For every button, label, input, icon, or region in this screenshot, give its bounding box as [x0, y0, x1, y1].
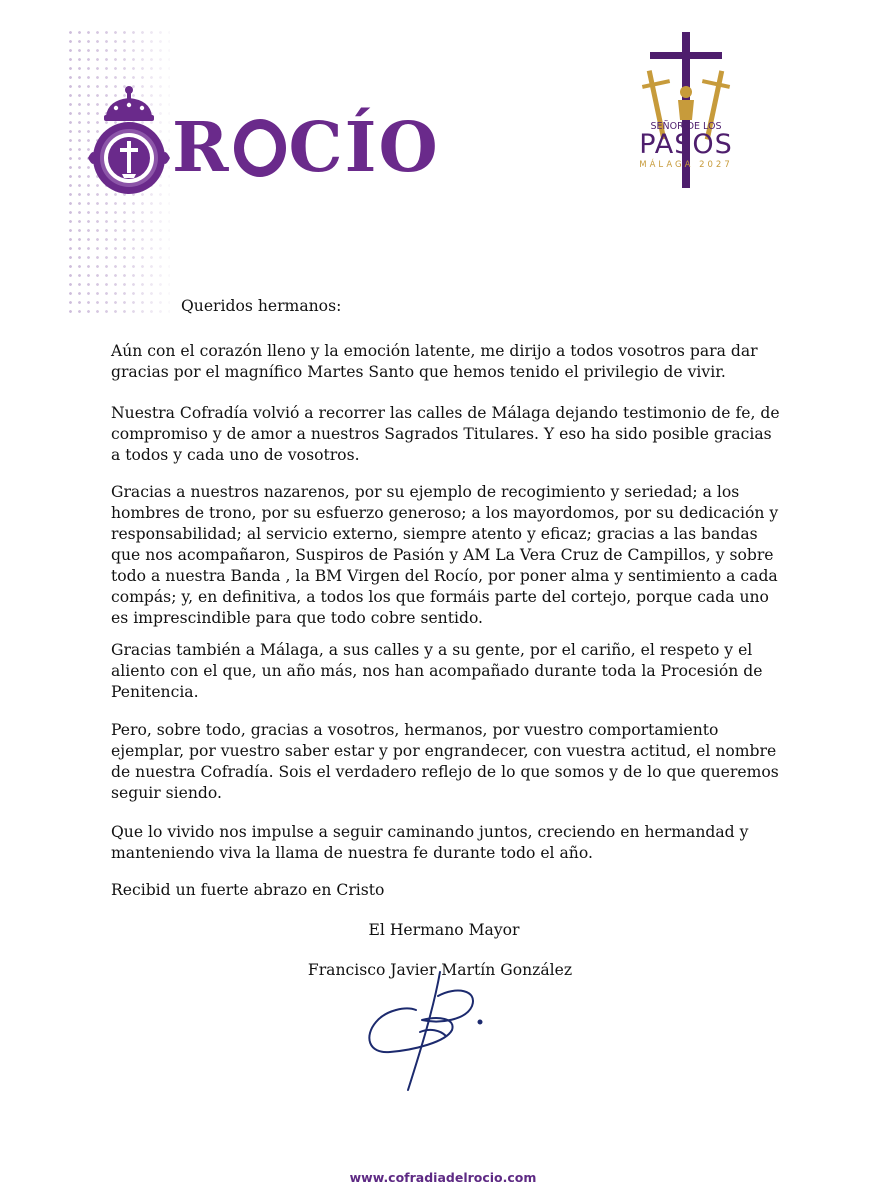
greeting: Queridos hermanos: [181, 297, 342, 315]
signer-name: Francisco Javier Martín González [307, 961, 573, 979]
paragraph-4: Gracias también a Málaga, a sus calles y a su gente, por el cariño, el respeto y el aliento con el que, un año más, nos han acompañado durante toda la Procesión de Penitencia. [111, 641, 763, 701]
pasos-logo-line3: MÁLAGA 2027 [639, 160, 733, 170]
website-link[interactable]: www.cofradiadelrocio.com [349, 1170, 537, 1185]
paragraph-6: Que lo vivido nos impulse a seguir caminando juntos, creciendo en hermandad y manteniendo viva la llama de nuestra fe durante todo el año. [111, 823, 749, 862]
brand-letter-o [234, 119, 286, 177]
paragraph-1: Aún con el corazón lleno y la emoción latente, me dirijo a todos vosotros para dar gracias por el magnífico Martes Santo que hemos tenido el privilegio de vivir. [111, 342, 758, 381]
signer-title: El Hermano Mayor [368, 921, 520, 939]
pasos-logo-line1: SEÑOR DE LOS [650, 121, 722, 132]
brand-wordmark [172, 108, 440, 188]
closing: Recibid un fuerte abrazo en Cristo [111, 881, 385, 899]
senor-de-los-pasos-logo [622, 30, 750, 190]
handwritten-signature [360, 966, 500, 1096]
paragraph-3: Gracias a nuestros nazarenos, por su ejemplo de recogimiento y seriedad; a los hombres de trono, por su esfuerzo generoso; a los mayordomos, por su dedicación y responsabilidad; al servicio externo, siempre atento y eficaz; gracias a las bandas que nos acompañaron, Suspiros de Pasión y AM La Vera Cruz de Campillos, y sobre todo a nuestra Banda , la BM Virgen del Rocío, por poner alma y sentimiento a cada compás; y, en definitiva, a todos los que formáis parte del cortejo, porque cada uno es imprescindible para que todo cobre sentido. [111, 483, 779, 627]
paragraph-2: Nuestra Cofradía volvió a recorrer las calles de Málaga dejando testimonio de fe, de compromiso y de amor a nuestros Sagrados Titulares. Y eso ha sido posible gracias a todos y cada uno de vosotros. [111, 404, 780, 464]
pasos-logo-line2: PASOS [639, 129, 733, 160]
paragraph-5: Pero, sobre todo, gracias a vosotros, hermanos, por vuestro comportamiento ejemplar, por vuestro saber estar y por engrandecer, con vuestra actitud, el nombre de nuestra Cofradía. Sois el verdadero reflejo de lo que somos y de lo que queremos seguir siendo. [111, 721, 779, 802]
cofradia-emblem-icon [84, 84, 174, 202]
brand-prefix: R [172, 108, 231, 188]
brand-suffix: CÍO [288, 108, 440, 188]
